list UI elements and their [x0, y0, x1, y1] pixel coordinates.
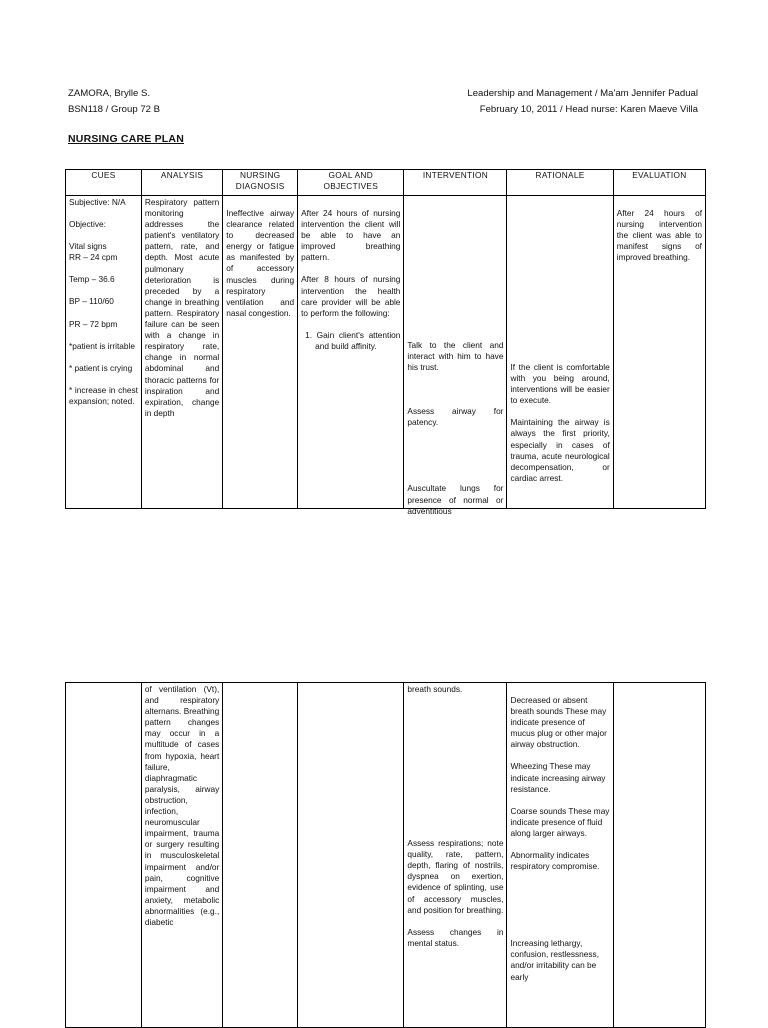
- diagnosis-cell: [223, 683, 298, 1028]
- intervention-assess-respirations: Assess respirations; note quality, rate, pattern, depth, flaring of nostrils, dyspnea on exertion, evidence of splinting, use of accessory muscles, and position for breathing.: [407, 838, 504, 915]
- rationale-decreased-breath-sounds: Decreased or absent breath sounds These may indicate presence of mucus plug or other major airway obstruction.: [510, 695, 607, 750]
- cues-pr: PR – 72 bpm: [69, 318, 118, 329]
- evaluation-cell: [613, 683, 705, 1028]
- course-info: [467, 86, 698, 118]
- diagnosis-cell: [223, 196, 298, 509]
- rationale-comfort: If the client is comfortable with you being around, interventions will be easier to execute.: [510, 362, 610, 406]
- cues-bp: BP – 110/60: [69, 296, 114, 307]
- goal-cell: [298, 683, 404, 1028]
- cues-cell: [66, 683, 142, 1028]
- student-section: BSN118 / Group 72 B: [68, 104, 161, 115]
- intervention-airway: Assess airway for patency.: [407, 406, 504, 428]
- column-header-rationale: RATIONALE: [507, 170, 613, 196]
- cues-observation-3: * increase in chest expansion; noted.: [69, 384, 138, 406]
- column-header-analysis: ANALYSIS: [141, 170, 222, 196]
- column-header-evaluation: EVALUATION: [613, 170, 705, 196]
- student-name: ZAMORA, Brylle S.: [68, 88, 151, 99]
- cues-cell: [66, 196, 142, 509]
- column-header-intervention: INTERVENTION: [404, 170, 507, 196]
- cues-objective: Objective:: [69, 219, 106, 230]
- intervention-mental-status: Assess changes in mental status.: [407, 926, 504, 948]
- rationale-coarse-sounds: Coarse sounds These may indicate presence of fluid along larger airways.: [510, 805, 610, 838]
- analysis-cell: [141, 196, 222, 509]
- care-plan-table-page2: [65, 682, 706, 1028]
- analysis-text: Respiratory pattern monitoring addresses the patient's ventilatory pattern, rate, and depth. Most acute pulmonary deterioration is preceded by a change in breathing pattern. Respiratory failure can be seen with a change in respiratory rate, change in normal abdominal and thoracic patterns for inspiration and expiration, change in depth: [144, 197, 220, 418]
- date-headnurse: February 10, 2011 / Head nurse: Karen Maeve Villa: [479, 104, 698, 115]
- diagnosis-text: Ineffective airway clearance related to decreased energy or fatigue as manifested by of accessory muscles during respiratory ventilation and nasal congestion.: [226, 208, 295, 318]
- goal-8-hours: After 8 hours of nursing intervention the health care provider will be able to perform the following:: [301, 274, 401, 318]
- rationale-wheezing: Wheezing These may indicate increasing airway resistance.: [510, 761, 606, 794]
- cues-temp: Temp – 36.6: [69, 274, 115, 285]
- cues-observation-1: *patient is irritable: [69, 340, 135, 351]
- rationale-abnormality: Abnormality indicates respiratory compromise.: [510, 850, 600, 872]
- cues-vital-signs: Vital signs: [69, 241, 107, 252]
- table-row: [66, 196, 706, 509]
- care-plan-table-page1: [65, 169, 706, 516]
- table-row: [66, 683, 706, 1028]
- table-header-row: [66, 170, 706, 196]
- column-header-goal-objectives: GOAL AND OBJECTIVES: [298, 170, 404, 196]
- rationale-lethargy: Increasing lethargy, confusion, restlessness, and/or irritability can be early: [510, 938, 599, 982]
- analysis-text-continued: of ventilation (Vt), and respiratory alternans. Breathing pattern changes may occur in a multitude of cases from hypoxia, heart failure, diaphragmatic paralysis, airway obstruction, infection, neuromuscular impairment, trauma or surgery resulting in musculoskeletal impairment and/or pain, cognitive impairment and anxiety, metabolic abnormalities (e.g., diabetic: [144, 684, 220, 927]
- rationale-cell: [507, 683, 613, 1028]
- cues-observation-2: * patient is crying: [69, 362, 133, 373]
- student-info: [68, 86, 160, 118]
- column-header-nursing-diagnosis: NURSING DIAGNOSIS: [223, 170, 298, 196]
- intervention-cell: [404, 683, 507, 1028]
- intervention-auscultate: Auscultate lungs for presence of normal or adventitious: [407, 483, 504, 516]
- analysis-cell: [141, 683, 222, 1028]
- rationale-cell: [507, 196, 613, 509]
- course-instructor: Leadership and Management / Ma'am Jennifer Padual: [467, 88, 698, 99]
- goal-24-hours: After 24 hours of nursing intervention the client will be able to have an improved breathing pattern.: [301, 208, 401, 263]
- goal-item-1: 1. Gain client's attention and build affinity.: [305, 329, 401, 351]
- goal-cell: [298, 196, 404, 509]
- evaluation-cell: [613, 196, 705, 509]
- column-header-cues: CUES: [66, 170, 142, 196]
- cues-rr: RR – 24 cpm: [69, 252, 118, 263]
- intervention-breath-sounds: breath sounds.: [407, 684, 463, 694]
- rationale-airway: Maintaining the airway is always the first priority, especially in cases of trauma, acute neurological decompensation, or cardiac arrest.: [510, 417, 610, 483]
- cues-subjective: Subjective: N/A: [69, 197, 126, 207]
- intervention-talk: Talk to the client and interact with him to have his trust.: [407, 340, 504, 373]
- evaluation-text: After 24 hours of nursing intervention the client was able to manifest signs of improved breathing.: [616, 208, 702, 263]
- intervention-cell: [404, 196, 507, 516]
- page-title: NURSING CARE PLAN: [68, 133, 184, 145]
